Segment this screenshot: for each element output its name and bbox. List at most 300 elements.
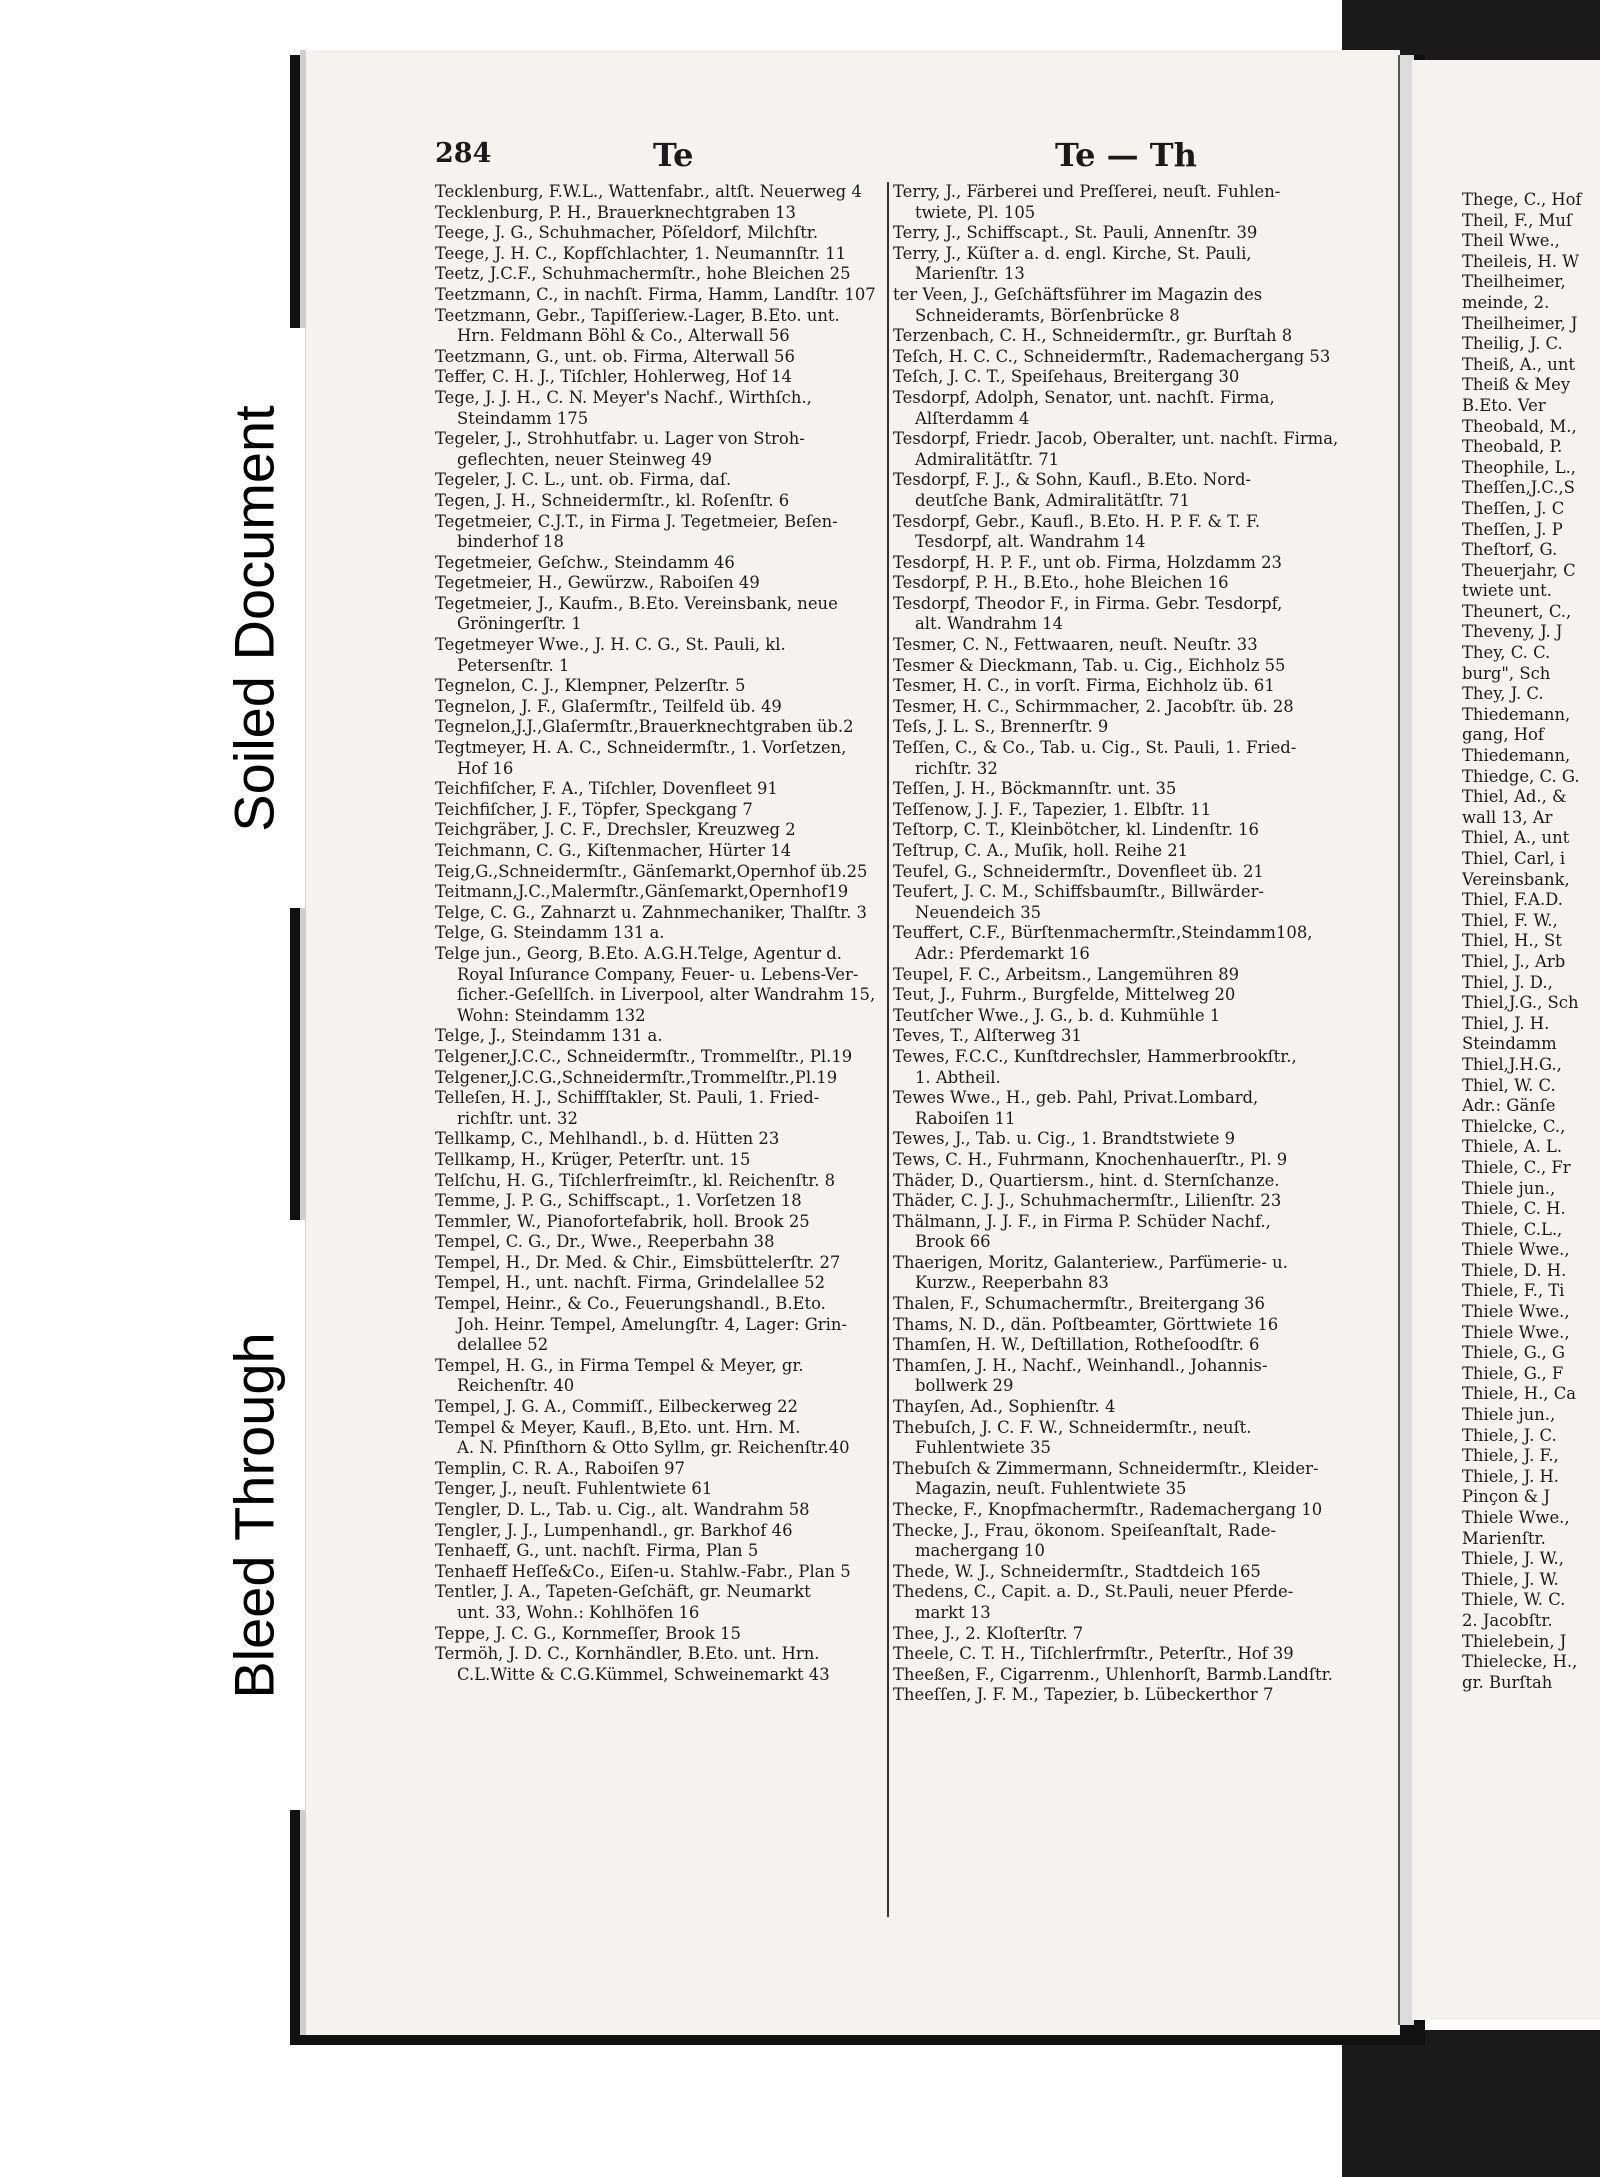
directory-entry (893, 470, 1338, 511)
bleed-through-label: Bleed Through (203, 1220, 305, 1810)
directory-entry (435, 1253, 880, 1274)
entry-line: Telge jun., Georg, B.Eto. A.G.H.Telge, Agentur d. (435, 943, 843, 963)
directory-entry-fragment: burg", Sch (1462, 663, 1551, 683)
entry-continuation: C.L.Witte & C.G.Kümmel, Schweinemarkt 43 (457, 1664, 830, 1684)
entry-continuation: geflechten, neuer Steinweg 49 (457, 449, 712, 469)
directory-entry (893, 985, 1338, 1006)
entry-line: Teupel, F. C., Arbeitsm., Langemühren 89 (893, 964, 1240, 984)
directory-entry (435, 1356, 880, 1397)
directory-entry-fragment: Thiel, W. C. (1462, 1075, 1556, 1095)
directory-entry-fragment: gang, Hof (1462, 725, 1544, 745)
entry-line: Tegetmeier, J., Kaufm., B.Eto. Vereinsbank, neue (435, 593, 838, 613)
entry-line: Teppe, J. C. G., Kornmeſſer, Brook 15 (435, 1623, 741, 1643)
directory-entry (893, 388, 1338, 429)
entry-line: Teſch, H. C. C., Schneidermſtr., Rademachergang 53 (893, 346, 1331, 366)
directory-entry (435, 306, 880, 347)
entry-line: Teſtorp, C. T., Kleinbötcher, kl. Lindenſtr. 16 (893, 820, 1259, 840)
entry-line: Thams, N. D., dän. Poſtbeamter, Görttwiete 16 (893, 1314, 1279, 1334)
entry-line: Teut, J., Fuhrm., Burgfelde, Mittelweg 20 (893, 985, 1236, 1005)
directory-entry (893, 676, 1338, 697)
directory-entry-fragment: Theiß, A., unt (1462, 354, 1575, 374)
entry-line: Tegnelon,J.J.,Glaſermſtr.,Brauerknechtgraben üb.2 (435, 717, 854, 737)
directory-entry (435, 800, 880, 821)
directory-entry (893, 1006, 1338, 1027)
directory-entry (893, 512, 1338, 553)
directory-entry-fragment: Thiele, G., F (1462, 1363, 1564, 1383)
directory-entry-fragment: Steindamm (1462, 1034, 1557, 1054)
directory-entry (435, 285, 880, 306)
directory-entry-fragment: Theil Wwe., (1462, 231, 1560, 251)
entry-line: Teege, J. H. C., Kopfſchlachter, 1. Neumannſtr. 11 (435, 243, 847, 263)
directory-entry-fragment: Thiedemann, (1462, 704, 1571, 724)
entry-line: Telge, C. G., Zahnarzt u. Zahnmechaniker, Thalſtr. 3 (435, 902, 867, 922)
directory-entry (893, 1500, 1338, 1521)
entry-line: Terzenbach, C. H., Schneidermſtr., gr. Burſtah 8 (893, 326, 1293, 346)
directory-entry (435, 1026, 880, 1047)
entry-continuation: Hof 16 (457, 758, 514, 778)
directory-entry (893, 656, 1338, 677)
entry-line: Tesdorpf, P. H., B.Eto., hohe Bleichen 16 (893, 573, 1229, 593)
directory-entry (435, 1418, 880, 1459)
entry-continuation: machergang 10 (915, 1541, 1045, 1561)
entry-continuation: unt. 33, Wohn.: Kohlhöfen 16 (457, 1602, 700, 1622)
page-number: 284 (435, 138, 492, 169)
directory-entry-fragment: Theſſen,J.C.,S (1462, 478, 1575, 498)
entry-line: Tege, J. J. H., C. N. Meyer's Nachf., Wirthſch., (435, 387, 812, 407)
directory-entry (435, 1397, 880, 1418)
directory-entry (435, 1562, 880, 1583)
entry-continuation: Joh. Heinr. Tempel, Amelungſtr. 4, Lager: Grin- (457, 1314, 847, 1334)
entry-line: Tesmer, H. C., Schirmmacher, 2. Jacobſtr. üb. 28 (893, 696, 1294, 716)
entry-line: Tecklenburg, F.W.L., Wattenfabr., altſt. Neuerweg 4 (435, 182, 862, 201)
directory-entry (893, 800, 1338, 821)
entry-continuation: Tesdorpf, alt. Wandrahm 14 (915, 532, 1146, 552)
entry-continuation: Wohn: Steindamm 132 (457, 1005, 646, 1025)
entry-line: Tempel, C. G., Dr., Wwe., Reeperbahn 38 (435, 1232, 775, 1252)
entry-continuation: 1. Abtheil. (915, 1067, 1001, 1087)
entry-line: Tegeler, J. C. L., unt. ob. Firma, daſ. (435, 470, 732, 490)
directory-entry-fragment: Theophile, L., (1462, 457, 1577, 477)
entry-continuation: deutſche Bank, Admiralitätſtr. 71 (915, 490, 1190, 510)
entry-continuation: Steindamm 175 (457, 408, 589, 428)
directory-entry-fragment: Theobald, P. (1462, 437, 1563, 457)
directory-entry (893, 862, 1338, 883)
directory-entry-fragment: Thiel, Ad., & (1462, 787, 1567, 807)
directory-entry-fragment: B.Eto. Ver (1462, 395, 1546, 415)
entry-line: Tegetmeier, H., Gewürzw., Raboiſen 49 (435, 573, 760, 593)
scanner-strip-bottom (1342, 2030, 1600, 2177)
directory-entry-fragment: Thiele, D. H. (1462, 1260, 1567, 1280)
entry-line: Tegnelon, J. F., Glaſermſtr., Teilfeld üb. 49 (435, 696, 782, 716)
directory-entry (435, 820, 880, 841)
directory-entry (435, 1459, 880, 1480)
entry-line: Tempel, Heinr., & Co., Feuerungshandl., B.Eto. (435, 1294, 826, 1314)
entry-line: Tesmer, C. N., Fettwaaren, neuſt. Neuſtr. 33 (893, 635, 1258, 655)
entry-line: Tempel & Meyer, Kaufl., B,Eto. unt. Hrn. M. (435, 1417, 801, 1437)
entry-continuation: alt. Wandrahm 14 (915, 614, 1064, 634)
entry-continuation: Kurzw., Reeperbahn 83 (915, 1273, 1109, 1293)
directory-entry (435, 182, 880, 203)
entry-continuation: Magazin, neuſt. Fuhlentwiete 35 (915, 1479, 1187, 1499)
entry-line: Tegeler, J., Strohhutfabr. u. Lager von Stroh- (435, 429, 805, 449)
entry-continuation: richſtr. 32 (915, 758, 998, 778)
entry-line: Teſtrup, C. A., Muſik, holl. Reihe 21 (893, 841, 1189, 860)
directory-entry (435, 1047, 880, 1068)
entry-line: Temmler, W., Pianofortefabrik, holl. Brook 25 (435, 1211, 810, 1231)
entry-line: Thamſen, J. H., Nachf., Weinhandl., Johannis- (893, 1355, 1268, 1375)
entry-continuation: Neuendeich 35 (915, 902, 1042, 922)
entry-line: Tegnelon, C. J., Klempner, Pelzerſtr. 5 (435, 676, 746, 696)
entry-line: Teuffert, C.F., Bürſtenmachermſtr.,Steindamm108, (893, 923, 1313, 943)
directory-entry (435, 882, 880, 903)
entry-line: Tentler, J. A., Tapeten-Geſchäft, gr. Neumarkt (435, 1582, 811, 1602)
directory-entry (893, 923, 1338, 964)
entry-line: Thalen, F., Schumachermſtr., Breitergang 36 (893, 1294, 1265, 1314)
entry-line: Tegen, J. H., Schneidermſtr., kl. Roſenſtr. 6 (435, 490, 790, 510)
directory-entry-fragment: Theunert, C., (1462, 601, 1572, 621)
directory-entry-fragment: Thiel, A., unt (1462, 828, 1570, 848)
directory-entry (893, 820, 1338, 841)
directory-entry (893, 1624, 1338, 1645)
directory-entry (435, 1294, 880, 1356)
entry-line: Tellkamp, C., Mehlhandl., b. d. Hütten 23 (435, 1129, 780, 1149)
directory-entry (893, 1026, 1338, 1047)
entry-continuation: richſtr. unt. 32 (457, 1108, 578, 1128)
entry-line: Teetzmann, Gebr., Tapiſſeriew.-Lager, B.Eto. unt. (435, 305, 840, 325)
entry-continuation: Admiralitätſtr. 71 (915, 449, 1060, 469)
entry-line: Thayſen, Ad., Sophienſtr. 4 (893, 1397, 1116, 1417)
directory-entry (893, 1088, 1338, 1129)
entry-line: Teichmann, C. G., Kiſtenmacher, Hürter 14 (435, 841, 792, 860)
directory-entry-fragment: Thiele, J. F., (1462, 1446, 1559, 1466)
directory-entry (893, 1253, 1338, 1294)
directory-entry (893, 965, 1338, 986)
directory-entry-fragment: wall 13, Ar (1462, 807, 1553, 827)
entry-line: Teetzmann, G., unt. ob. Firma, Alterwall 56 (435, 346, 795, 366)
entry-line: Tempel, H., unt. nachſt. Firma, Grindelallee 52 (435, 1273, 826, 1293)
entry-line: Tesdorpf, F. J., & Sohn, Kaufl., B.Eto. Nord- (893, 470, 1251, 490)
directory-entry (435, 491, 880, 512)
directory-entry (893, 1150, 1338, 1171)
directory-entry-fragment: They, C. C. (1462, 643, 1551, 663)
directory-entry-fragment: Theſtorf, G. (1462, 540, 1558, 560)
directory-entry (435, 1582, 880, 1623)
directory-entry (893, 1685, 1338, 1706)
entry-line: Teufert, J. C. M., Schiffsbaumſtr., Billwärder- (893, 882, 1264, 902)
entry-line: Tesdorpf, H. P. F., unt ob. Firma, Holzdamm 23 (893, 552, 1282, 572)
left-running-head: Te (653, 136, 694, 174)
entry-line: Telſchu, H. G., Tiſchlerfreimſtr., kl. Reichenſtr. 8 (435, 1170, 836, 1190)
entry-continuation: ſicher.-Geſellſch. in Liverpool, alter Wandrahm 15, (457, 985, 876, 1005)
directory-entry (435, 367, 880, 388)
directory-entry (893, 1212, 1338, 1253)
entry-line: Teichfiſcher, F. A., Tiſchler, Dovenfleet 91 (435, 779, 778, 799)
directory-entry (435, 1521, 880, 1542)
directory-entry-fragment: Thiele jun., (1462, 1178, 1556, 1198)
entry-continuation: twiete, Pl. 105 (915, 202, 1036, 222)
directory-entry (435, 470, 880, 491)
directory-entry-fragment: Thiel, F.A.D. (1462, 890, 1563, 910)
directory-entry-fragment: Thiel, J., Arb (1462, 951, 1566, 971)
directory-entry-fragment: Theſſen, J. P (1462, 519, 1563, 539)
directory-entry-fragment: Thiel, J. D., (1462, 972, 1553, 992)
directory-entry-fragment: Thiele, J. C. (1462, 1425, 1557, 1445)
entry-line: Thee, J., 2. Kloſterſtr. 7 (893, 1623, 1084, 1643)
directory-entry-fragment: Theuerjahr, C (1462, 560, 1576, 580)
entry-line: Tewes, F.C.C., Kunſtdrechsler, Hammerbrookſtr., (893, 1046, 1297, 1066)
entry-line: Theeßen, F., Cigarrenm., Uhlenhorſt, Barmb.Landſtr. (893, 1664, 1333, 1684)
entry-line: Tegetmeyer Wwe., J. H. C. G., St. Pauli, kl. (435, 635, 786, 655)
entry-continuation: Adr.: Pferdemarkt 16 (915, 943, 1090, 963)
entry-line: Teig,G.,Schneidermſtr., Gänſemarkt,Opernhof üb.25 (435, 861, 868, 881)
directory-entry (893, 1315, 1338, 1336)
directory-entry (435, 1212, 880, 1233)
entry-continuation: markt 13 (915, 1602, 991, 1622)
entry-line: Templin, C. R. A., Raboiſen 97 (435, 1458, 685, 1478)
entry-line: Tenhaeff Heſſe&Co., Eiſen-u. Stahlw.-Fabr., Plan 5 (435, 1561, 851, 1581)
directory-entry-fragment: Thiel, Carl, i (1462, 849, 1566, 868)
directory-entry-fragment: 2. Jacobſtr. (1462, 1610, 1553, 1630)
entry-line: Telge, J., Steindamm 131 a. (435, 1026, 663, 1046)
directory-entry-fragment: Thielecke, H., (1462, 1652, 1578, 1672)
directory-entry-fragment: Thiel, H., St (1462, 931, 1562, 951)
entry-line: Teſſen, C., & Co., Tab. u. Cig., St. Pauli, 1. Fried- (893, 738, 1297, 758)
entry-continuation: Reichenſtr. 40 (457, 1376, 575, 1396)
directory-entry (893, 1191, 1338, 1212)
entry-line: Teichfiſcher, J. F., Töpfer, Speckgang 7 (435, 799, 753, 819)
directory-entry-fragment: Thiele, G., G (1462, 1343, 1566, 1363)
directory-entry (435, 779, 880, 800)
entry-line: Thedens, C., Capit. a. D., St.Pauli, neuer Pferde- (893, 1582, 1294, 1602)
directory-entry (435, 429, 880, 470)
entry-line: Tews, C. H., Fuhrmann, Knochenhauerſtr., Pl. 9 (893, 1149, 1288, 1169)
entry-continuation: Raboiſen 11 (915, 1108, 1016, 1128)
entry-line: Thebuſch, J. C. F. W., Schneidermſtr., neuſt. (893, 1417, 1252, 1437)
entry-line: Theeſſen, J. F. M., Tapezier, b. Lübeckerthor 7 (893, 1685, 1274, 1705)
directory-entry-fragment: Thege, C., Hof (1462, 190, 1582, 209)
directory-entry-fragment: Thiel, J. H. (1462, 1013, 1550, 1033)
directory-entry-fragment: Theilheimer, J (1462, 313, 1578, 333)
entry-continuation: bollwerk 29 (915, 1376, 1014, 1396)
directory-entry (435, 573, 880, 594)
directory-entry-fragment: Thiel,J.G., Sch (1462, 993, 1579, 1013)
directory-entry (893, 1397, 1338, 1418)
directory-entry-fragment: Marienſtr. (1462, 1528, 1546, 1548)
directory-entry (435, 1541, 880, 1562)
entry-line: Thäder, D., Quartiersm., hint. d. Sternſchanze. (893, 1170, 1280, 1190)
directory-entry (435, 841, 880, 862)
entry-line: Tesdorpf, Friedr. Jacob, Oberalter, unt. nachſt. Firma, (893, 429, 1338, 449)
directory-entry-fragment: Theſſen, J. C (1462, 498, 1565, 518)
entry-line: Termöh, J. D. C., Kornhändler, B.Eto. unt. Hrn. (435, 1644, 820, 1664)
directory-entry-fragment: gr. Burſtah (1462, 1672, 1553, 1692)
directory-entry-fragment: Thiele, C.L., (1462, 1219, 1563, 1239)
entry-line: Tegtmeyer, H. A. C., Schneidermſtr., 1. Vorſetzen, (435, 738, 847, 758)
directory-entry (893, 1521, 1338, 1562)
entry-line: Thede, W. J., Schneidermſtr., Stadtdeich 165 (893, 1561, 1261, 1581)
entry-line: Teves, T., Alſterweg 31 (893, 1026, 1082, 1046)
entry-continuation: Royal Inſurance Company, Feuer- u. Lebens-Ver- (457, 964, 859, 984)
entry-continuation: Alſterdamm 4 (915, 408, 1030, 428)
directory-entry (893, 1129, 1338, 1150)
entry-continuation: binderhof 18 (457, 532, 564, 552)
directory-entry (893, 594, 1338, 635)
entry-line: Thälmann, J. J. F., in Firma P. Schüder Nachf., (893, 1211, 1271, 1231)
directory-entry-fragment: Thiele Wwe., (1462, 1302, 1570, 1322)
directory-entry (435, 594, 880, 635)
entry-continuation: A. N. Pfinſthorn & Otto Syllm, gr. Reichenſtr.40 (457, 1438, 850, 1458)
directory-entry (435, 1232, 880, 1253)
entry-line: Thäder, C. J. J., Schuhmachermſtr., Lilienſtr. 23 (893, 1191, 1282, 1211)
directory-entry-fragment: They, J. C. (1462, 684, 1544, 704)
entry-line: Tenger, J., neuſt. Fuhlentwiete 61 (435, 1479, 713, 1499)
directory-entry (435, 635, 880, 676)
entry-line: Thecke, F., Knopfmachermſtr., Rademachergang 10 (893, 1500, 1323, 1519)
entry-line: Telge, G. Steindamm 131 a. (435, 923, 665, 943)
directory-entry (893, 1644, 1338, 1665)
directory-entry (435, 923, 880, 944)
directory-entry-fragment: Thiele Wwe., (1462, 1240, 1570, 1260)
directory-entry (893, 1171, 1338, 1192)
entry-line: Telgener,J.C.C., Schneidermſtr., Trommelſtr., Pl.19 (435, 1046, 853, 1066)
entry-continuation: Gröningerſtr. 1 (457, 614, 582, 634)
entry-line: Tempel, H., Dr. Med. & Chir., Eimsbüttelerſtr. 27 (435, 1252, 841, 1272)
entry-line: Teſs, J. L. S., Brennerſtr. 9 (893, 717, 1109, 737)
directory-entry (893, 779, 1338, 800)
directory-entry-fragment: Theveny, J. J (1462, 622, 1563, 642)
directory-entry (893, 573, 1338, 594)
entry-continuation: Fuhlentwiete 35 (915, 1438, 1051, 1458)
directory-entry-fragment: Thiele Wwe., (1462, 1322, 1570, 1342)
entry-line: Telleſen, H. J., Schiffſtakler, St. Pauli, 1. Fried- (435, 1088, 820, 1108)
directory-entry (435, 244, 880, 265)
entry-continuation: Marienſtr. 13 (915, 264, 1025, 284)
directory-entry (893, 1335, 1338, 1356)
directory-entry-fragment: Thiele, J. W., (1462, 1549, 1564, 1569)
directory-entry-fragment: Thiele, A. L. (1462, 1137, 1563, 1157)
entry-line: Thebuſch & Zimmermann, Schneidermſtr., Kleider- (893, 1458, 1319, 1478)
directory-entry (893, 738, 1338, 779)
directory-entry (435, 1479, 880, 1500)
entry-line: Teufel, G., Schneidermſtr., Dovenfleet üb. 21 (893, 861, 1264, 881)
directory-entry (893, 717, 1338, 738)
directory-entry (893, 1356, 1338, 1397)
directory-entry (435, 1150, 880, 1171)
directory-entry (435, 1129, 880, 1150)
entry-line: Teſch, J. C. T., Speiſehaus, Breitergang 30 (893, 367, 1240, 387)
directory-entry (893, 367, 1338, 388)
entry-continuation: delallee 52 (457, 1335, 549, 1355)
directory-entry (435, 1088, 880, 1129)
directory-entry-fragment: Thielcke, C., (1462, 1116, 1566, 1136)
entry-line: Tesdorpf, Theodor F., in Firma. Gebr. Tesdorpf, (893, 593, 1283, 613)
entry-line: Teitmann,J.C.,Malermſtr.,Gänſemarkt,Opernhof19 (435, 882, 849, 902)
directory-entry (893, 1582, 1338, 1623)
entry-line: Tesdorpf, Adolph, Senator, unt. nachſt. Firma, (893, 387, 1275, 407)
soiled-document-label: Soiled Document (203, 328, 305, 908)
directory-entry (893, 429, 1338, 470)
directory-entry (893, 1294, 1338, 1315)
entry-line: Tellkamp, H., Krüger, Peterſtr. unt. 15 (435, 1149, 751, 1169)
entry-line: Temme, J. P. G., Schiffscapt., 1. Vorſetzen 18 (435, 1191, 802, 1211)
directory-entry-fragment: Thiele, F., Ti (1462, 1281, 1565, 1301)
directory-entry (893, 1665, 1338, 1686)
directory-entry-fragment: Thiele, J. H. (1462, 1466, 1560, 1486)
directory-entry (893, 1562, 1338, 1583)
entry-continuation: Petersenſtr. 1 (457, 655, 570, 675)
entry-line: Tesdorpf, Gebr., Kaufl., B.Eto. H. P. F. & T. F. (893, 511, 1261, 531)
entry-line: Tewes Wwe., H., geb. Pahl, Privat.Lombard, (893, 1088, 1259, 1108)
directory-entry-fragment: Thiele jun., (1462, 1405, 1556, 1425)
directory-entry (893, 1418, 1338, 1459)
directory-entry (435, 1068, 880, 1089)
directory-column-left (435, 182, 880, 1685)
directory-entry-fragment: meinde, 2. (1462, 292, 1550, 312)
directory-entry-fragment: Theiß & Mey (1462, 375, 1571, 395)
entry-line: Tempel, H. G., in Firma Tempel & Meyer, gr. (435, 1355, 804, 1375)
directory-entry (893, 697, 1338, 718)
directory-entry-fragment: Theilheimer, (1462, 272, 1566, 292)
entry-line: Teichgräber, J. C. F., Drechsler, Kreuzweg 2 (435, 820, 796, 840)
directory-entry (435, 1171, 880, 1192)
directory-entry-fragment: Pinçon & J (1462, 1487, 1551, 1507)
directory-entry (893, 882, 1338, 923)
directory-entry (435, 1624, 880, 1645)
directory-entry (435, 676, 880, 697)
directory-entry (435, 738, 880, 779)
directory-entry-fragment: Adr.: Gänſe (1462, 1096, 1556, 1116)
entry-line: Teetzmann, C., in nachſt. Firma, Hamm, Landſtr. 107 (435, 284, 876, 304)
entry-continuation: Schneideramts, Börſenbrücke 8 (915, 305, 1180, 325)
directory-entry-fragment: Thiele, W. C. (1462, 1590, 1566, 1610)
entry-line: Thecke, J., Frau, ökonom. Speiſeanſtalt, Rade- (893, 1520, 1277, 1540)
directory-entry (435, 264, 880, 285)
entry-line: ter Veen, J., Geſchäftsführer im Magazin des (893, 284, 1263, 304)
directory-entry (893, 244, 1338, 285)
column-divider (887, 182, 889, 1917)
entry-line: Tengler, D. L., Tab. u. Cig., alt. Wandrahm 58 (435, 1500, 810, 1519)
directory-entry (893, 223, 1338, 244)
directory-entry (435, 1644, 880, 1685)
entry-line: Tesmer, H. C., in vorſt. Firma, Eichholz üb. 61 (893, 676, 1275, 696)
directory-entry (435, 223, 880, 244)
entry-line: Thaerigen, Moritz, Galanteriew., Parfümerie- u. (893, 1252, 1288, 1272)
entry-line: Theele, C. T. H., Tiſchlerfrmſtr., Peterſtr., Hof 39 (893, 1644, 1294, 1664)
directory-column-next-page (1462, 190, 1600, 1693)
directory-entry (893, 285, 1338, 326)
directory-entry-fragment: Thiel,J.H.G., (1462, 1054, 1562, 1074)
directory-entry-fragment: Theileis, H. W (1462, 251, 1580, 271)
directory-entry-fragment: Thiele, J. W. (1462, 1569, 1559, 1589)
directory-entry (893, 1459, 1338, 1500)
entry-line: Tempel, J. G. A., Commiſſ., Eilbeckerweg 22 (435, 1397, 798, 1417)
directory-entry-fragment: Thiedge, C. G. (1462, 766, 1580, 786)
directory-entry (893, 1047, 1338, 1088)
entry-continuation: Brook 66 (915, 1232, 991, 1252)
directory-entry (435, 1500, 880, 1521)
entry-line: Thamſen, H. W., Deſtillation, Rotheſoodſtr. 6 (893, 1335, 1260, 1355)
entry-line: Tenhaeff, G., unt. nachſt. Firma, Plan 5 (435, 1541, 759, 1561)
directory-entry (893, 182, 1338, 223)
directory-entry-fragment: Theilig, J. C. (1462, 334, 1563, 354)
entry-line: Tegetmeier, Geſchw., Steindamm 46 (435, 552, 735, 572)
entry-line: Telgener,J.C.G.,Schneidermſtr.,Trommelſtr.,Pl.19 (435, 1067, 838, 1087)
directory-entry-fragment: Thiele, C., Fr (1462, 1157, 1571, 1177)
entry-line: Tesmer & Dieckmann, Tab. u. Cig., Eichholz 55 (893, 655, 1286, 675)
directory-entry-fragment: Thielebein, J (1462, 1631, 1567, 1651)
directory-entry-fragment: Vereinsbank, (1462, 869, 1570, 889)
directory-entry-fragment: twiete unt. (1462, 581, 1552, 601)
